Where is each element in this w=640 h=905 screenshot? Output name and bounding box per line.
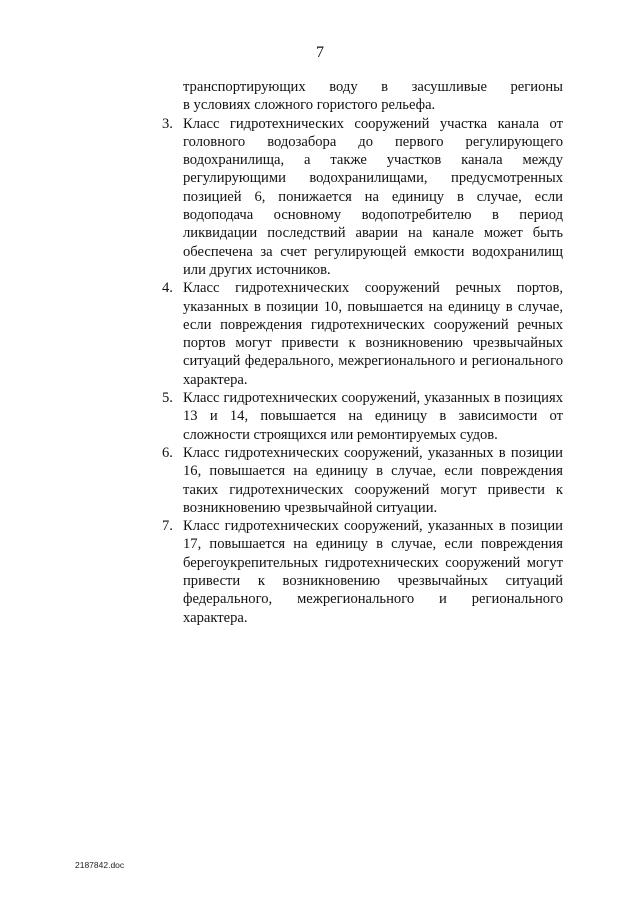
item-text: Класс гидротехнических сооружений речных портов, указанных в позиции 10, повышается на единицу в случае, если повреждения гидротехнических сооружений речных портов могут привести к возникновению чрезвычайных ситуаций федерального, межрегионального и регионального характера. [183, 280, 563, 388]
list-item-3 [162, 115, 563, 280]
list-item-7 [162, 517, 563, 627]
item-text: Класс гидротехнических сооружений, указанных в позиции 17, повышается на единицу в случае, если повреждения берегоукрепительных гидротехнических сооружений могут привести к возникновению чрезвычайных ситуаций федерального, межрегионального и регионального характера. [183, 518, 563, 626]
item-text: Класс гидротехнических сооружений участка канала от головного водозабора до первого регулирующего водохранилища, а также участков канала между регулирующими водохранилищами, предусмотренных позицией 6, понижается на единицу в случае, если водоподача основному водопотребителю в период ликвидации последствий аварии на канале может быть обеспечена за счет регулирующей емкости водохранилищ или других источников. [183, 115, 563, 278]
document-filename: 2187842.doc [75, 860, 125, 870]
item-number: 6. [162, 444, 173, 461]
document-body [162, 78, 563, 627]
page-number: 7 [316, 44, 324, 61]
numbered-list [162, 115, 563, 627]
list-item-4 [162, 279, 563, 389]
item-number: 4. [162, 280, 173, 297]
continuation-paragraph [183, 78, 563, 115]
list-item-5 [162, 389, 563, 444]
item-number: 7. [162, 518, 173, 535]
continuation-line: транспортирующих воду в засушливые регионы [183, 79, 563, 95]
item-number: 3. [162, 115, 173, 132]
list-item-6 [162, 444, 563, 517]
item-text: Класс гидротехнических сооружений, указанных в позиции 16, повышается на единицу в случае, если повреждения таких гидротехнических сооружений могут привести к возникновению чрезвычайной ситуации. [183, 444, 563, 516]
item-text: Класс гидротехнических сооружений, указанных в позициях 13 и 14, повышается на единицу в зависимости от сложности строящихся или ремонтируемых судов. [183, 390, 563, 443]
item-number: 5. [162, 390, 173, 407]
continuation-line: в условиях сложного гористого рельефа. [183, 97, 436, 114]
